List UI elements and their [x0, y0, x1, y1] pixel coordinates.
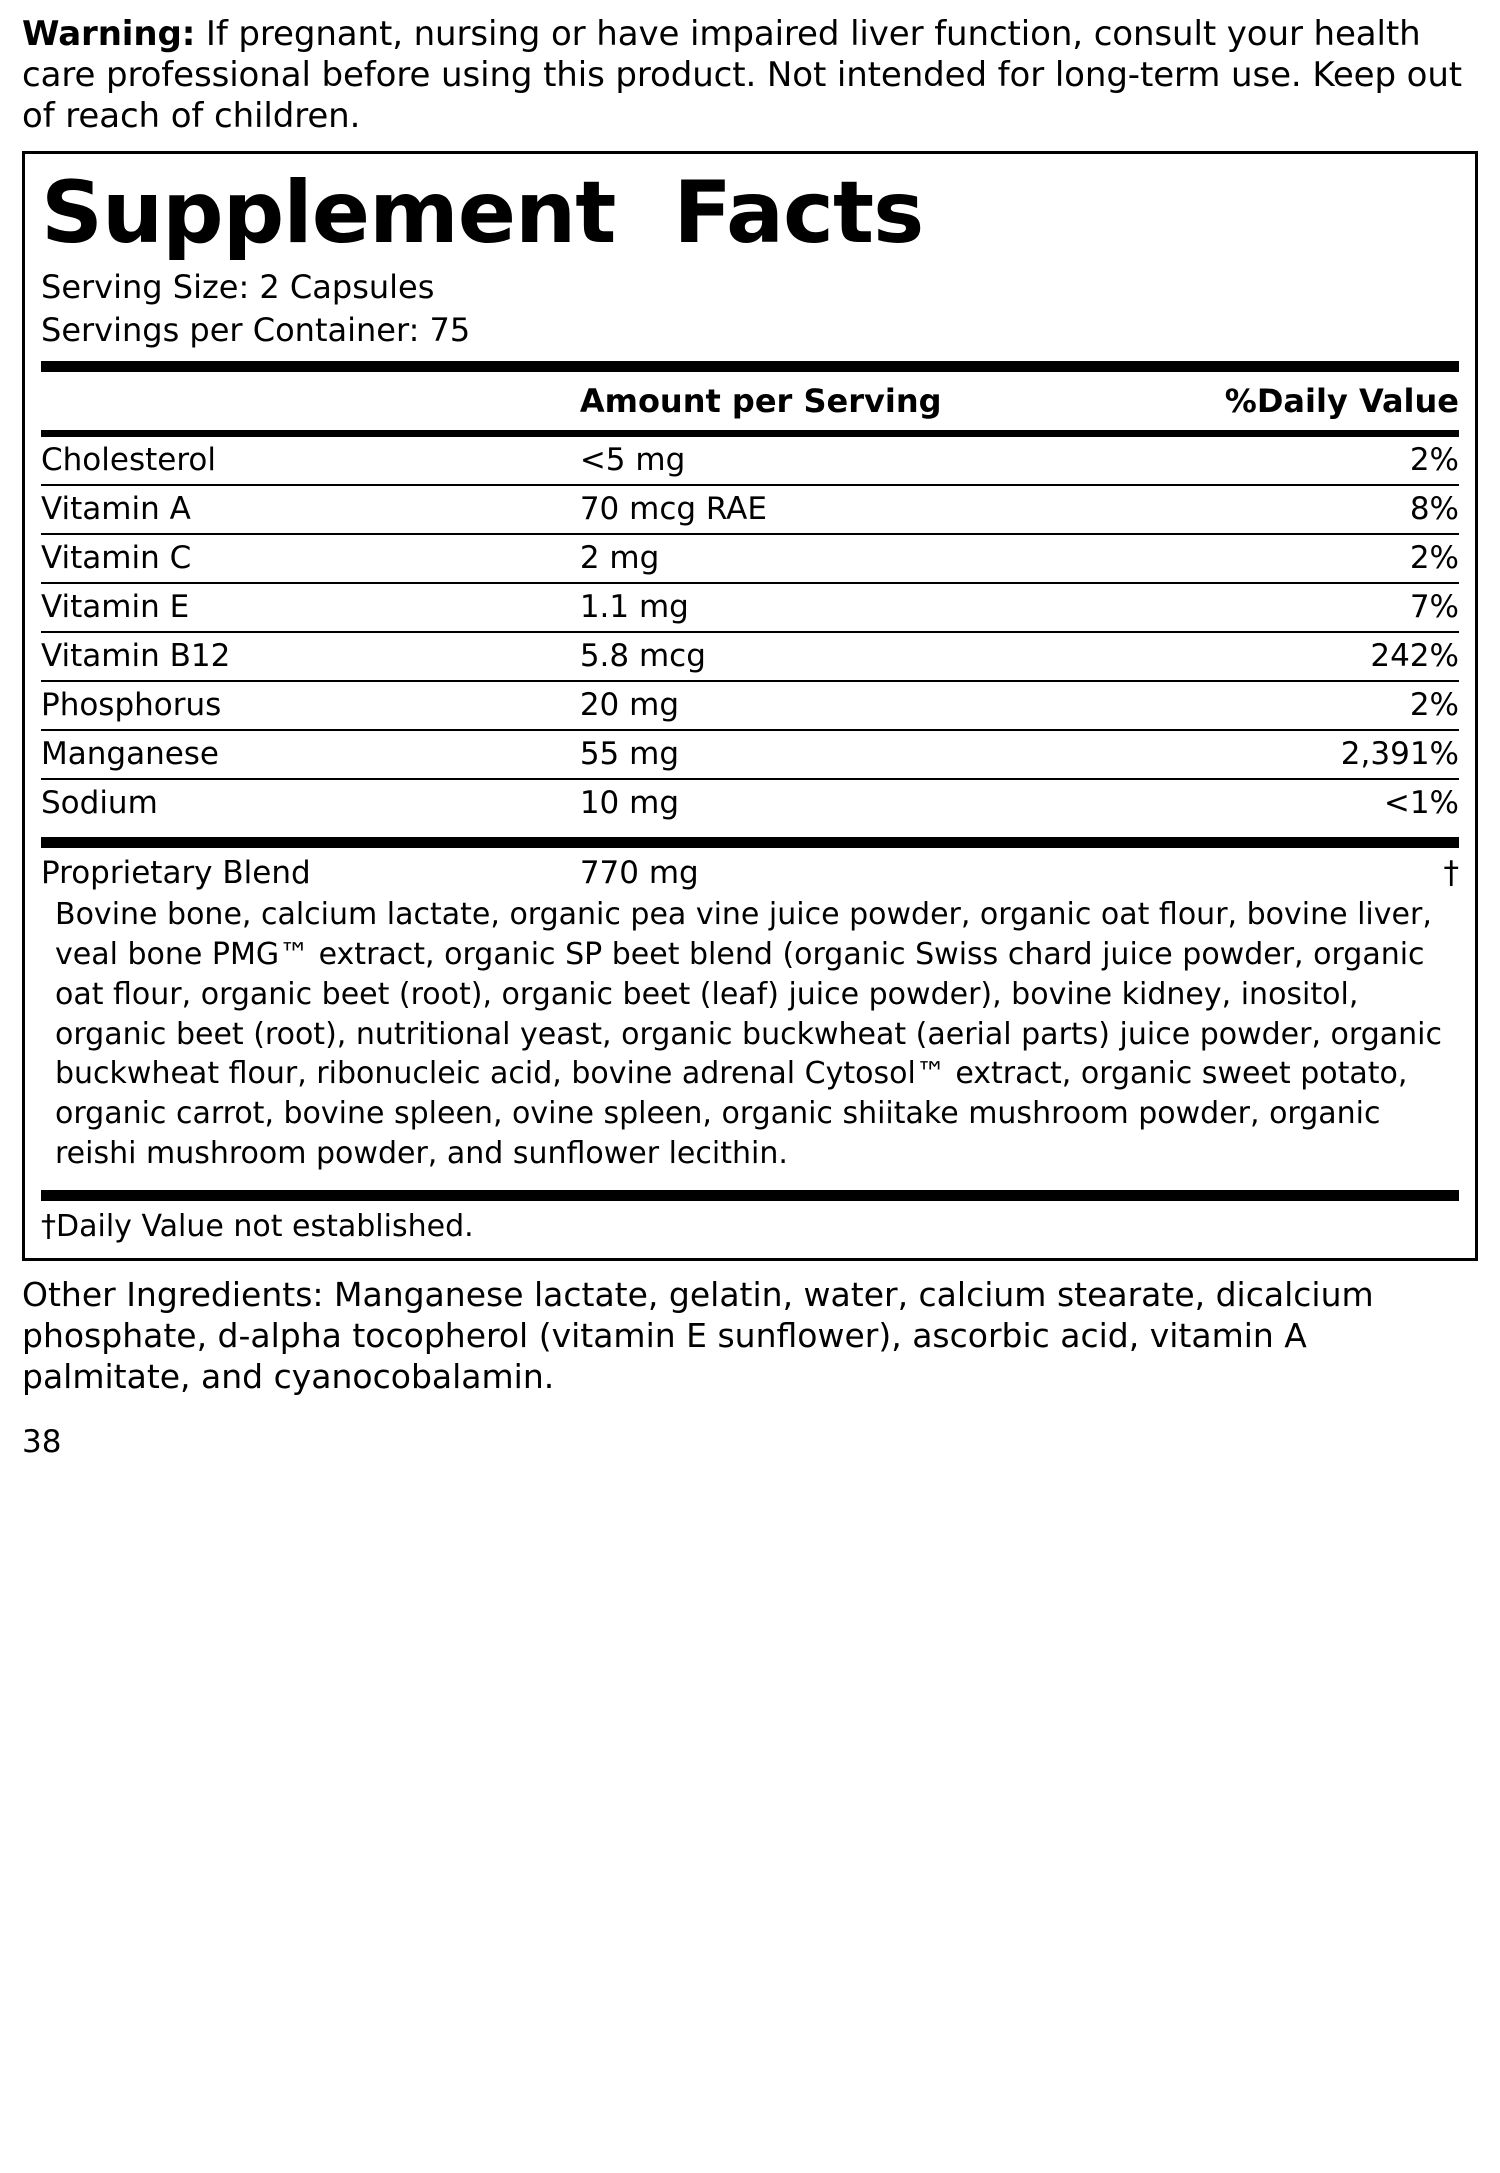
nutrient-dv: 2%	[1147, 534, 1459, 583]
nutrient-amount: 70 mcg RAE	[580, 485, 1147, 534]
nutrient-dv: 8%	[1147, 485, 1459, 534]
rule-under-header	[41, 430, 1459, 437]
table-row-proprietary-blend	[41, 848, 1459, 893]
table-row	[41, 534, 1459, 583]
rule-below-blend	[41, 1190, 1459, 1201]
daily-value-footnote: †Daily Value not established.	[41, 1209, 474, 1245]
rule-top	[41, 361, 1459, 372]
nutrient-name: Vitamin B12	[41, 632, 580, 681]
nutrient-amount: 10 mg	[579, 784, 680, 821]
blend-dv: †	[1443, 854, 1459, 891]
nutrient-amount: <5 mg	[580, 437, 1147, 485]
nutrient-amount: 2 mg	[580, 534, 1147, 583]
nutrient-name: Sodium	[41, 784, 158, 821]
nutrient-amount: 20 mg	[580, 681, 1147, 730]
supplement-facts-title: Supplement Facts	[41, 163, 924, 264]
servings-per-container: Servings per Container: 75	[41, 310, 471, 349]
blend-name: Proprietary Blend	[41, 854, 311, 891]
nutrient-dv: 2,391%	[1147, 730, 1459, 779]
serving-size: Serving Size: 2 Capsules	[41, 268, 435, 307]
supplement-facts-panel	[22, 151, 1478, 1261]
table-row	[41, 485, 1459, 534]
nutrient-name: Vitamin C	[41, 534, 580, 583]
nutrient-amount: 5.8 mcg	[580, 632, 1147, 681]
page-number: 38	[22, 1423, 62, 1460]
other-ingredients: Other Ingredients: Manganese lactate, gelatin, water, calcium stearate, dicalcium phosphate, d-alpha tocopherol (vitamin E sunflower), ascorbic acid, vitamin A palmitate, and cyanocobalamin.	[22, 1275, 1374, 1396]
header-amount-per-serving: Amount per Serving	[579, 381, 942, 420]
nutrition-table	[41, 372, 1459, 430]
table-row	[41, 437, 1459, 485]
warning-paragraph	[22, 14, 1478, 137]
nutrient-amount: 1.1 mg	[580, 583, 1147, 632]
nutrient-dv: 2%	[1147, 437, 1459, 485]
nutrient-amount: 55 mg	[580, 730, 1147, 779]
warning-label: Warning:	[22, 14, 196, 54]
nutrient-dv: 2%	[1147, 681, 1459, 730]
rule-above-blend	[41, 837, 1459, 848]
blend-amount: 770 mg	[579, 854, 699, 891]
table-row	[41, 632, 1459, 681]
nutrient-dv: 7%	[1147, 583, 1459, 632]
table-header-row	[41, 372, 1459, 430]
table-row	[41, 583, 1459, 632]
nutrient-name: Cholesterol	[41, 437, 580, 485]
nutrient-name: Vitamin E	[41, 583, 580, 632]
nutrient-name: Phosphorus	[41, 681, 580, 730]
proprietary-blend-table	[41, 848, 1459, 893]
warning-text: If pregnant, nursing or have impaired liver function, consult your health care professional before using this product. Not intended for long-term use. Keep out of reach of children.	[22, 14, 1463, 137]
table-row	[41, 681, 1459, 730]
header-nutrient	[41, 372, 580, 430]
nutrient-dv: 242%	[1147, 632, 1459, 681]
nutrient-name: Vitamin A	[41, 485, 580, 534]
nutrient-rows-table	[41, 437, 1459, 827]
blend-ingredient-list: Bovine bone, calcium lactate, organic pea vine juice powder, organic oat flour, bovine liver, veal bone PMG™ extract, organic SP beet blend (organic Swiss chard juice powder, organic oat flour, organic beet (root), organic beet (leaf) juice powder), bovine kidney, inositol, organic beet (root), nutritional yeast, organic buckwheat (aerial parts) juice powder, organic buckwheat flour, ribonucleic acid, bovine adrenal Cytosol™ extract, organic sweet potato, organic carrot, bovine spleen, ovine spleen, organic shiitake mushroom powder, organic reishi mushroom powder, and sunflower lecithin.	[55, 896, 1442, 1172]
table-row	[41, 779, 1459, 827]
nutrient-dv: <1%	[1383, 784, 1459, 821]
table-row	[41, 730, 1459, 779]
nutrient-name: Manganese	[41, 730, 580, 779]
header-daily-value: %Daily Value	[1224, 381, 1459, 420]
